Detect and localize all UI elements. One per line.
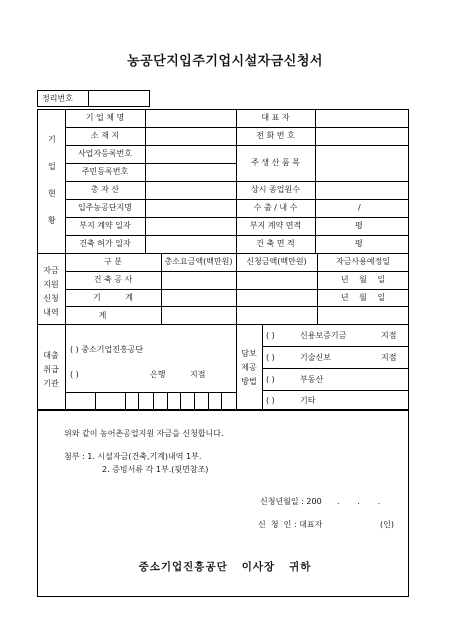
- funding-row-construction-date: 년 월 일: [340, 275, 386, 284]
- company-side-label-3: 현: [48, 189, 56, 198]
- funding-row-total: 계: [98, 311, 107, 320]
- collateral-credit-guarantee-paren[interactable]: ( ): [266, 331, 275, 340]
- collateral-real-estate-label: 부동산: [300, 375, 324, 384]
- collateral-side-label-1: 담보: [241, 349, 257, 358]
- receipt-number-field[interactable]: [92, 94, 147, 104]
- funding-side-label-1: 자금: [43, 266, 59, 275]
- permit-date-label: 건축 허가 일자: [79, 239, 131, 248]
- total-assets-label: 총 자 산: [90, 185, 120, 194]
- agency-side-label-2: 취급: [43, 365, 59, 374]
- export-domestic-label: 수 출 / 내 수: [253, 203, 298, 212]
- funding-header-category: 구 분: [104, 257, 122, 266]
- statement-line: 위와 같이 농어촌공업지원 자금을 신청합니다.: [64, 429, 224, 438]
- funding-side-label-2: 지원: [43, 280, 59, 289]
- seal-mark: (인): [380, 520, 394, 529]
- funding-row-machinery-date: 년 월 일: [340, 293, 386, 302]
- contract-area-unit: 평: [355, 221, 363, 230]
- export-domestic-slash: /: [358, 203, 361, 212]
- applicant-label: 신 청 인 : 대표자: [258, 520, 323, 529]
- main-product-label: 주 생 산 품 목: [251, 158, 300, 167]
- employees-label: 상시 종업원수: [251, 185, 300, 194]
- collateral-credit-guarantee-label: 신용보증기금: [300, 331, 347, 340]
- funding-header-request: 신청금액(백만원): [246, 257, 307, 266]
- funding-row-construction: 건 축 공 사: [93, 275, 133, 284]
- funding-header-total: 총소요금액(백만원): [164, 257, 233, 266]
- agency-side-label-3: 기관: [43, 379, 59, 388]
- collateral-side-label-2: 제공: [241, 363, 257, 372]
- complex-name-label: 입주농공단지명: [77, 203, 133, 212]
- agency-branch-label: 지점: [190, 370, 206, 379]
- company-side-label-4: 황: [48, 216, 56, 225]
- representative-label: 대 표 자: [261, 113, 290, 122]
- building-area-unit: 평: [355, 239, 363, 248]
- contract-date-label: 부지 계약 일자: [79, 221, 131, 230]
- funding-header-date: 자금사용예정일: [335, 257, 391, 266]
- attachment-1: 첨부 : 1. 시설자금(건축,기계)내역 1부.: [64, 452, 202, 461]
- company-side-label-2: 업: [48, 162, 56, 171]
- collateral-credit-guarantee-branch: 지점: [381, 331, 397, 340]
- agency-side-label-1: 대출: [43, 351, 59, 360]
- contract-area-label: 부지 계약 면적: [249, 221, 302, 230]
- agency-bank-paren[interactable]: ( ): [70, 370, 79, 379]
- attachment-2: 2. 증빙서류 각 1부.(뒷면참조): [102, 465, 209, 474]
- agency-sbc-option[interactable]: ( ) 중소기업진흥공단: [70, 345, 144, 354]
- collateral-tech-guarantee-paren[interactable]: ( ): [266, 353, 275, 362]
- company-side-label-1: 기: [48, 135, 56, 144]
- agency-bank-label: 은행: [150, 370, 166, 379]
- building-area-label: 건 축 면 적: [256, 239, 295, 248]
- company-name-label: 기 업 체 명: [85, 113, 125, 122]
- application-date: 신청년월일 : 200 . . .: [260, 497, 381, 506]
- form-title: 농공단지입주기업시설자금신청서: [127, 54, 323, 69]
- collateral-other-label: 기타: [300, 396, 316, 405]
- funding-side-label-4: 내역: [43, 308, 59, 317]
- phone-label: 전 화 번 호: [256, 131, 295, 140]
- collateral-other-paren[interactable]: ( ): [266, 396, 275, 405]
- collateral-tech-guarantee-label: 기술신보: [300, 353, 331, 362]
- funding-side-label-3: 신청: [43, 294, 59, 303]
- collateral-side-label-3: 방법: [241, 377, 257, 386]
- addressee-footer: 중소기업진흥공단 이사장 귀하: [138, 561, 312, 573]
- collateral-tech-guarantee-branch: 지점: [381, 353, 397, 362]
- address-label: 소 재 지: [90, 131, 120, 140]
- collateral-real-estate-paren[interactable]: ( ): [266, 375, 275, 384]
- business-registration-label: 사업자등록번호: [77, 149, 133, 158]
- receipt-number-label: 정리번호: [42, 94, 73, 103]
- resident-registration-label: 주민등록번호: [81, 167, 129, 176]
- funding-row-machinery: 기 계: [93, 293, 133, 302]
